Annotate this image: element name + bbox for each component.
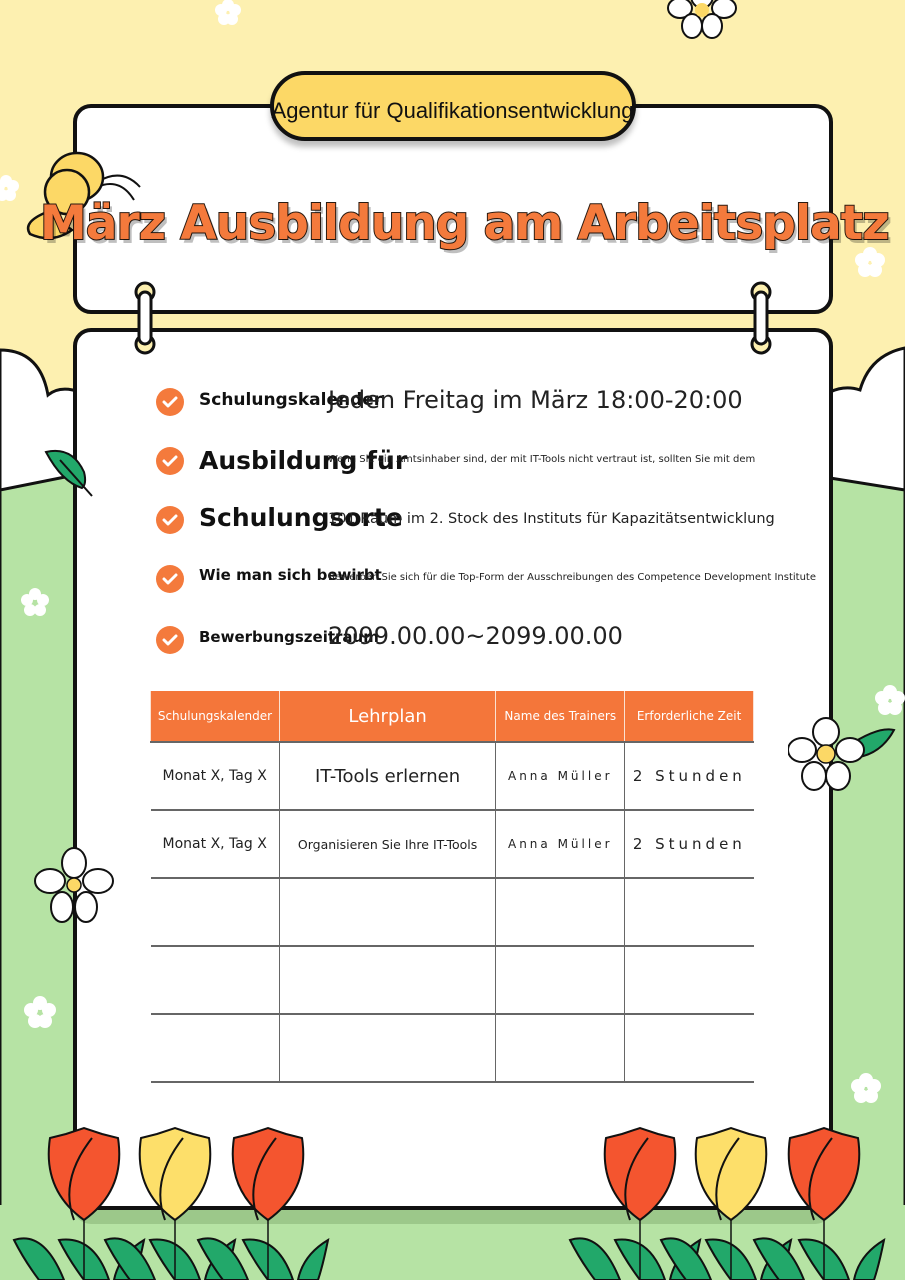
cell-date: Monat X, Tag X — [151, 742, 280, 810]
table-row — [151, 810, 754, 878]
daisy-left-icon — [32, 845, 116, 925]
cell-curriculum: Organisieren Sie Ihre IT-Tools — [279, 810, 496, 878]
table-row — [151, 1014, 754, 1082]
page-title: März Ausbildung am Arbeitsplatz — [40, 196, 889, 251]
check-icon — [156, 447, 184, 475]
table-row — [151, 946, 754, 1014]
info-label: Wie man sich bewirbt — [199, 566, 382, 584]
tulip-group-left — [14, 1128, 328, 1280]
tulip-group-right — [570, 1128, 884, 1280]
cell-duration — [625, 1014, 754, 1082]
info-value: 2099.00.00~2099.00.00 — [328, 622, 623, 650]
cell-curriculum: IT-Tools erlernen — [279, 742, 496, 810]
column-header-duration: Erforderliche Zeit — [625, 691, 754, 742]
check-icon — [156, 388, 184, 416]
table-row — [151, 878, 754, 946]
check-icon — [156, 565, 184, 593]
info-row-audience — [156, 443, 806, 473]
info-label: Schulungsorte — [199, 503, 403, 532]
cell-trainer — [496, 946, 625, 1014]
cell-curriculum — [279, 946, 496, 1014]
column-header-curriculum: Lehrplan — [279, 691, 496, 742]
table-header-row — [151, 691, 754, 742]
column-header-trainer: Name des Trainers — [496, 691, 625, 742]
cell-trainer — [496, 1014, 625, 1082]
cell-trainer — [496, 878, 625, 946]
daisy-right-icon — [788, 716, 896, 796]
cell-trainer: Anna Müller — [496, 742, 625, 810]
binder-ring-left — [134, 280, 156, 356]
info-row-schedule — [156, 384, 806, 414]
cell-date — [151, 1014, 280, 1082]
cell-trainer: Anna Müller — [496, 810, 625, 878]
info-label: Bewerbungszeitraum — [199, 628, 379, 646]
cell-date — [151, 946, 280, 1014]
cell-duration: 2 Stunden — [625, 742, 754, 810]
info-value: Bewerben Sie sich für die Top-Form der Ausschreibungen des Competence Development Institute — [328, 572, 816, 583]
info-value: Jeden Freitag im März 18:00-20:00 — [328, 386, 743, 414]
table-row — [151, 742, 754, 810]
info-value: 101 Raum im 2. Stock des Instituts für Kapazitätsentwicklung — [328, 511, 775, 527]
info-label: Schulungskalender — [199, 390, 383, 410]
organization-name: Agentur für Qualifikationsentwicklung — [271, 98, 634, 123]
cell-duration — [625, 878, 754, 946]
check-icon — [156, 506, 184, 534]
cell-date: Monat X, Tag X — [151, 810, 280, 878]
cell-duration — [625, 946, 754, 1014]
info-row-application — [156, 561, 816, 591]
column-header-calendar: Schulungskalender — [151, 691, 280, 742]
cell-curriculum — [279, 878, 496, 946]
info-label: Ausbildung für — [199, 446, 408, 475]
info-value: Wenn Sie ein Amtsinhaber sind, der mit IT-Tools nicht vertraut ist, sollten Sie mit dem — [328, 454, 756, 465]
info-row-period — [156, 622, 806, 652]
cell-duration: 2 Stunden — [625, 810, 754, 878]
binder-ring-right — [750, 280, 772, 356]
check-icon — [156, 626, 184, 654]
tulip-border — [0, 1120, 905, 1280]
schedule-table — [150, 691, 754, 1083]
leaf-icon — [42, 444, 98, 500]
cell-curriculum — [279, 1014, 496, 1082]
cell-date — [151, 878, 280, 946]
info-row-location — [156, 502, 806, 532]
